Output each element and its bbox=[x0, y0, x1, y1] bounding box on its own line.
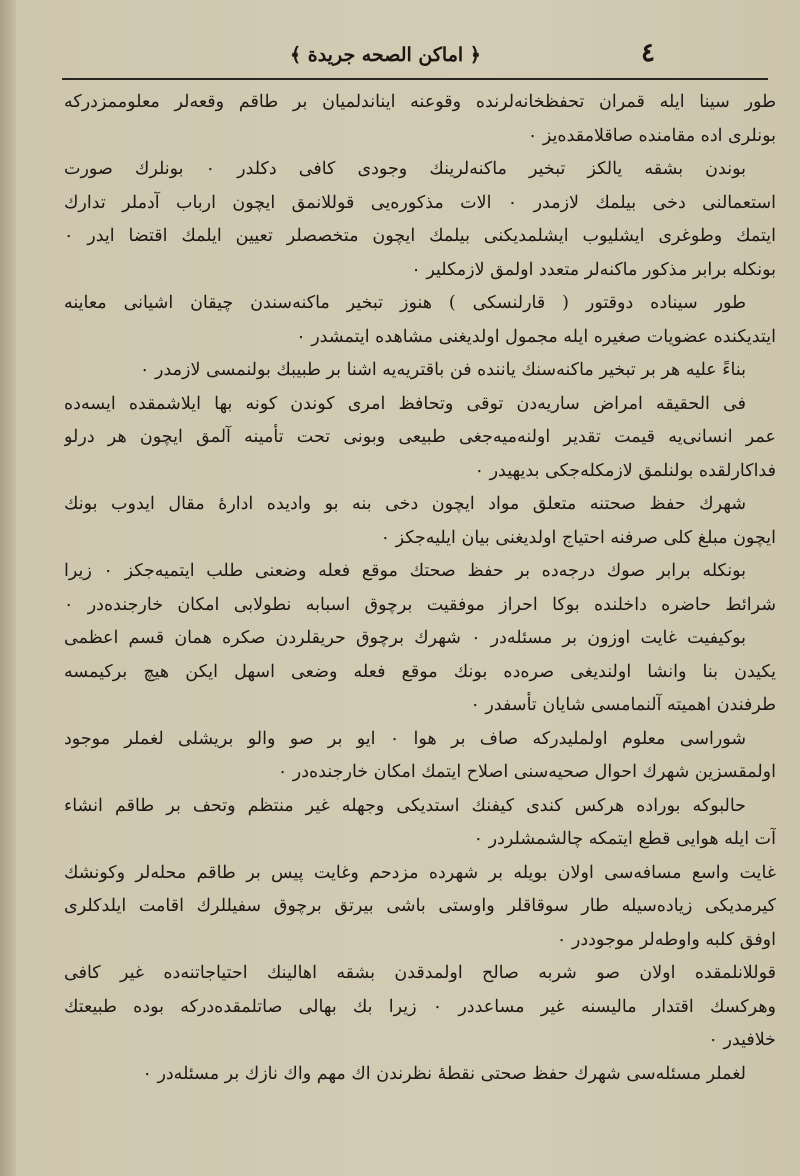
text-line: لغملر مسئله‌سی شهرك حفظ صحتی نقطهٔ نظرندن اك مهم واك نازك بر مسئله‌در ٠ bbox=[142, 1063, 746, 1084]
text-line: بوندن بشقه يالکز تبخير ماکنه‌لرينك وجودی کافی دکلدر ٠ بونلرك صورت bbox=[64, 159, 746, 179]
text-line: بونکله برابر صوك درجه‌ده بر حفظ صحتك موقع فعله وضعنی طلب ايتميه‌جکز ٠ زيرا bbox=[64, 561, 746, 581]
text-line: استعمالنی دخی بيلمك لازمدر ٠ الات مذکوره‌يی قوللانمق ايچون ارباب آدملر تدارك bbox=[64, 192, 776, 213]
text-line: بوکيفيت غايت اوزون بر مسئله‌در ٠ شهرك برچوق حريقلردن صکره همان قسم اعظمی bbox=[64, 628, 746, 648]
text-line: يکيدن بنا وانشا اولنديغی صره‌ده بونك موقع فعله وضعی اسهل ايکن هيچ برکيمسه bbox=[64, 661, 776, 682]
text-line: قوللانلمقده اولان صو شربه صالح اولمدقدن بشقه اهالينك احتياجاتنه‌ده غير کافی bbox=[64, 963, 776, 983]
text-line: طرفندن اهميته آلنمامسی شايان تأسفدر ٠ bbox=[470, 695, 776, 715]
text-line: شرائط حاضره داخلنده بوکا احراز موفقيت برچوق اسبابه نطولابی امکان خارجنده‌در ٠ bbox=[64, 594, 776, 615]
text-line: اوفق کلبه واوطه‌لر موجوددر ٠ bbox=[556, 929, 776, 950]
text-line: کيرمديکی زياده‌سيله طار سوقاقلر واوستی باشی بيرتق برچوق سفيللرك اقامت ايلدکلری bbox=[64, 896, 776, 916]
page-left-edge bbox=[0, 0, 16, 1176]
text-line: ايتديکنده عضويات صغيره ايله مجمول اولديغنی مشاهده ايتمشدر ٠ bbox=[296, 326, 776, 347]
text-line: بونلری اده مقامنده صاقلامقده‌يز ٠ bbox=[527, 125, 776, 146]
text-line: غايت واسع مسافه‌سی اولان بويله بر شهرده مزدحم وغايت پيس بر طاقم محله‌لر وکونشك bbox=[64, 862, 776, 883]
text-line: آت ايله هوايی قطع ايتمکه چالشمشلردر ٠ bbox=[473, 829, 776, 849]
text-line: عمر انسانی‌يه قيمت تقدير اولنه‌ميه‌جغی طبيعی وبونی تحت تأمينه آلمق ايچون هر درلو bbox=[64, 427, 776, 447]
body-text bbox=[64, 86, 776, 1091]
text-line: طور سيناده دوقتور ( قارلنسکی ) هنوز تبخير ماکنه‌سندن چيقان اشيانی معاينه bbox=[64, 293, 746, 313]
text-line: خلافيدر ٠ bbox=[708, 1030, 776, 1050]
text-line: بونکله برابر مذکور ماکنه‌لر متعدد اولمق لازمکلير ٠ bbox=[411, 259, 776, 280]
header-rule bbox=[62, 78, 768, 80]
text-line: حالبوکه بوراده هرکس کندی کيفنك استديکی وجهله غير منتظم وتحف بر طاقم انشاء bbox=[64, 795, 746, 816]
text-line: طور سينا ايله قمران تحفظخانه‌لرنده وقوعنه ايناندلميان بر طاقم وقعه‌لر معلوممزدرکه bbox=[64, 92, 776, 112]
text-line: فی الحقيقه امراض ساريه‌دن توقی وتحافظ امری کوندن کونه بها ايلاشمقده ايسه‌ده bbox=[64, 393, 746, 414]
text-line: ايچون مبلغ کلی صرفنه احتياج اولديغنی بيان ايليه‌جکز ٠ bbox=[380, 527, 776, 548]
text-line: شوراسی معلوم اولمليدرکه صاف بر هوا ٠ ايو بر صو والو بريشلی لغملر موجود bbox=[64, 728, 746, 749]
page-header bbox=[60, 38, 760, 78]
running-head: ﴿ اماكن الصحه جريدة ﴾ bbox=[290, 44, 481, 66]
text-line: فداکارلقده بولنلمق لازمکله‌جکی بديهيدر ٠ bbox=[474, 460, 776, 481]
text-line: ايتمك وطوغری ايشليوب ايشلمديکنی بيلمك ايچون متخصصلر تعيين ايلمك اقتضا ايدر ٠ bbox=[64, 226, 776, 246]
page-number: ٤ bbox=[641, 38, 655, 68]
text-line: اولمقسزين شهرك احوال صحيه‌سنی اصلاح ايتمك امکان خارجنده‌در ٠ bbox=[277, 762, 776, 782]
text-line: بناءً عليه هر بر تبخير ماکنه‌سنك ياننده فن باقتريه‌يه اشنا بر طبيبك بولنمسی لازمدر ٠ bbox=[140, 360, 746, 380]
text-line: وهرکسك اقتدار ماليسنه غير مساعددر ٠ زيرا بك بهالی صاتلمقده‌درکه بوده طبيعتك bbox=[64, 996, 776, 1017]
text-line: شهرك حفظ صحتنه متعلق مواد ايچون دخی بنه بو واديده ادارهٔ مقال ايدوب بونك bbox=[64, 494, 746, 514]
